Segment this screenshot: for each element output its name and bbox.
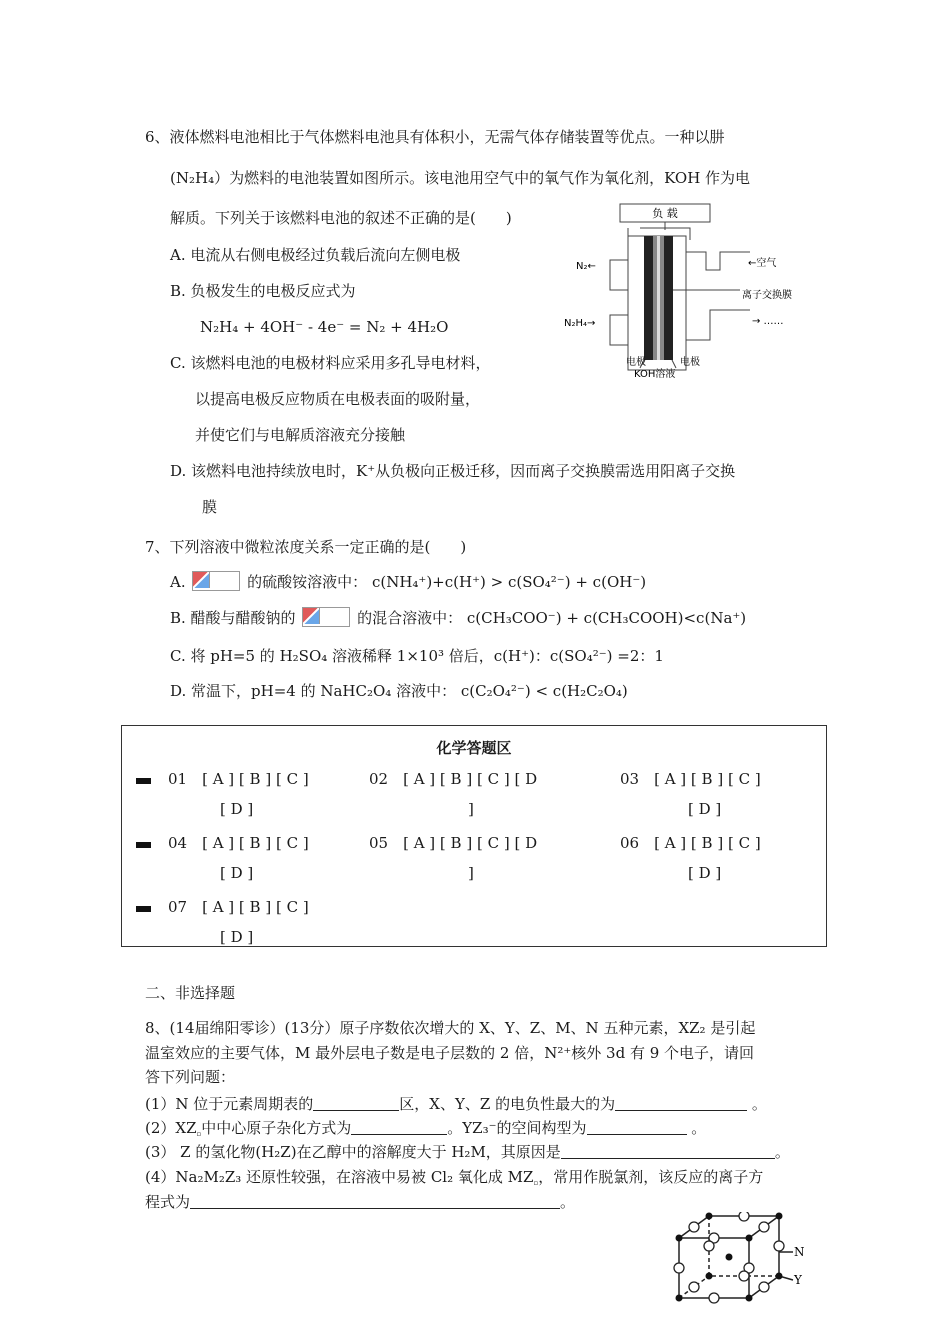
answer-q06-d[interactable]: [ D ] — [688, 864, 722, 882]
answer-area-title: 化学答题区 — [436, 739, 512, 757]
electrode-right-label: 电极 — [680, 357, 700, 368]
q8-part2-d: 。 — [686, 1119, 707, 1137]
q8-part2-b: 中中心原子杂化方式为 — [201, 1119, 352, 1137]
answer-q03-d[interactable]: [ D ] — [688, 800, 722, 818]
q8-part4 — [145, 1167, 763, 1193]
q8-part2-c: 。YZ₃⁻的空间构型为 — [447, 1119, 587, 1137]
q7-option-d: D. 常温下，pH=4 的 NaHC₂O₄ 溶液中： c(C₂O₄²⁻) < c(H₂C₂O₄) — [170, 682, 628, 700]
q8-line3: 答下列问题： — [145, 1068, 236, 1086]
answer-blank[interactable] — [587, 1118, 687, 1135]
q6-line3: 解质。下列关于该燃料电池的叙述不正确的是( ) — [170, 209, 512, 227]
answer-blank[interactable] — [313, 1094, 399, 1111]
q8-part1-c: 。 — [747, 1095, 767, 1113]
answer-blank[interactable] — [561, 1142, 775, 1159]
cube-label-n: N — [794, 1245, 805, 1259]
q7-option-b-prefix: B. 醋酸与醋酸钠的 — [170, 609, 296, 627]
left-port-bottom — [610, 315, 628, 345]
answer-q01[interactable]: 01 [ A ] [ B ] [ C ] — [168, 770, 309, 788]
left-electrode — [644, 236, 653, 360]
q7-option-b — [170, 607, 746, 628]
electrolyte-left — [653, 236, 657, 360]
air-label: ←空气 — [748, 258, 777, 269]
ion-membrane — [657, 236, 660, 360]
q8-part3 — [145, 1142, 790, 1162]
q6-option-c-line3: 并使它们与电解质溶液充分接触 — [195, 426, 406, 444]
answer-q05[interactable]: 05 [ A ] [ B ] [ C ] [ D — [369, 834, 538, 852]
q8-part4-d: 。 — [560, 1193, 576, 1211]
answer-q04-d[interactable]: [ D ] — [220, 864, 254, 882]
crystal-cell-figure — [665, 1212, 815, 1342]
row-marker-1 — [136, 778, 151, 784]
answer-q07-d[interactable]: [ D ] — [220, 928, 254, 946]
answer-q06[interactable]: 06 [ A ] [ B ] [ C ] — [620, 834, 761, 852]
answer-blank[interactable] — [615, 1094, 747, 1111]
answer-q04[interactable]: 04 [ A ] [ B ] [ C ] — [168, 834, 309, 852]
row-marker-2 — [136, 842, 151, 848]
outlet-label: → …… — [752, 316, 784, 327]
broken-image-icon — [302, 607, 350, 627]
q7-option-c: C. 将 pH=5 的 H₂SO₄ 溶液稀释 1×10³ 倍后，c(H⁺)：c(SO₄²⁻) =2：1 — [170, 647, 664, 665]
q7-stem: 7、下列溶液中微粒浓度关系一定正确的是( ) — [145, 538, 467, 556]
q7-option-a-prefix: A. — [170, 573, 186, 591]
q8-part4-a: (4）Na₂M₂Z₃ 还原性较强，在溶液中易被 Cl₂ 氧化成 MZ — [145, 1168, 534, 1186]
electrode-left-label: 电极 — [626, 357, 646, 368]
q8-part3-b: 。 — [774, 1143, 790, 1161]
fuel-cell-diagram — [560, 200, 810, 380]
load-label: 负 载 — [652, 207, 678, 220]
q8-part3-a: (3） Z 的氢化物(H₂Z)在乙醇中的溶解度大于 H₂M，其原因是 — [145, 1143, 561, 1161]
q6-option-c-line2: 以提高电极反应物质在电极表面的吸附量， — [195, 390, 481, 408]
q6-option-a: A. 电流从右侧电极经过负载后流向左侧电极 — [170, 246, 461, 264]
q6-option-d-line1: D. 该燃料电池持续放电时，K⁺从负极向正极迁移，因而离子交换膜需选用阳离子交换 — [170, 462, 736, 480]
q8-part2 — [145, 1118, 706, 1144]
n2-label: N₂← — [576, 261, 596, 272]
left-port-top — [610, 260, 628, 290]
q6-option-c-line1: C. 该燃料电池的电极材料应采用多孔导电材料， — [170, 354, 491, 372]
q8-line1: 8、(14届绵阳零诊）(13分）原子序数依次增大的 X、Y、Z、M、N 五种元素，XZ₂ 是引起 — [145, 1019, 756, 1037]
answer-q02[interactable]: 02 [ A ] [ B ] [ C ] [ D — [369, 770, 538, 788]
q7-option-a — [170, 571, 646, 592]
answer-q01-d[interactable]: [ D ] — [220, 800, 254, 818]
q8-part4-b: ，常用作脱氯剂，该反应的离子方 — [538, 1168, 764, 1186]
electrolyte-right — [660, 236, 664, 360]
q6-option-d-line2: 膜 — [202, 498, 218, 516]
answer-blank[interactable] — [351, 1118, 447, 1135]
q8-part4-line2 — [145, 1192, 575, 1212]
broken-image-icon — [192, 571, 240, 591]
n2h4-label: N₂H₄→ — [564, 318, 596, 329]
q8-part1-a: (1）N 位于元素周期表的 — [145, 1095, 314, 1113]
q6-option-b-equation: N₂H₄ + 4OH⁻ - 4e⁻ = N₂ + 4H₂O — [200, 318, 449, 336]
q8-line2: 温室效应的主要气体，M 最外层电子数是电子层数的 2 倍，N²⁺核外 3d 有 9 个电子，请回 — [145, 1044, 755, 1062]
q8-part1-b: 区，X、Y、Z 的电负性最大的为 — [399, 1095, 616, 1113]
q6-line2: (N₂H₄）为燃料的电池装置如图所示。该电池用空气中的氧气作为氧化剂，KOH 作为电 — [170, 169, 751, 187]
answer-q03[interactable]: 03 [ A ] [ B ] [ C ] — [620, 770, 761, 788]
q8-part2-a: (2）XZ — [145, 1119, 197, 1137]
q7-option-b-text: 的混合溶液中： c(CH₃COO⁻) + c(CH₃COOH)<c(Na⁺) — [357, 609, 747, 627]
q6-line1: 6、液体燃料电池相比于气体燃料电池具有体积小，无需气体存储装置等优点。一种以肼 — [145, 128, 725, 146]
answer-q02-d[interactable]: ] — [468, 800, 474, 818]
membrane-label: 离子交换膜 — [742, 290, 792, 301]
subscript-placeholder: ▫ — [196, 1130, 202, 1138]
cube-label-y: Y — [794, 1273, 802, 1287]
answer-q05-d[interactable]: ] — [468, 864, 474, 882]
subscript-placeholder: ▫ — [533, 1179, 539, 1187]
q6-option-b: B. 负极发生的电极反应式为 — [170, 282, 356, 300]
row-marker-3 — [136, 906, 151, 912]
right-electrode — [664, 236, 673, 360]
answer-q07[interactable]: 07 [ A ] [ B ] [ C ] — [168, 898, 309, 916]
q8-part4-c: 程式为 — [145, 1193, 191, 1211]
q7-option-a-text: 的硫酸铵溶液中： c(NH₄⁺)+c(H⁺) > c(SO₄²⁻) + c(OH⁻) — [247, 573, 647, 591]
koh-label: KOH溶液 — [634, 369, 676, 380]
answer-blank[interactable] — [190, 1192, 560, 1209]
q8-part1 — [145, 1094, 767, 1114]
section-2-heading: 二、非选择题 — [145, 984, 236, 1002]
